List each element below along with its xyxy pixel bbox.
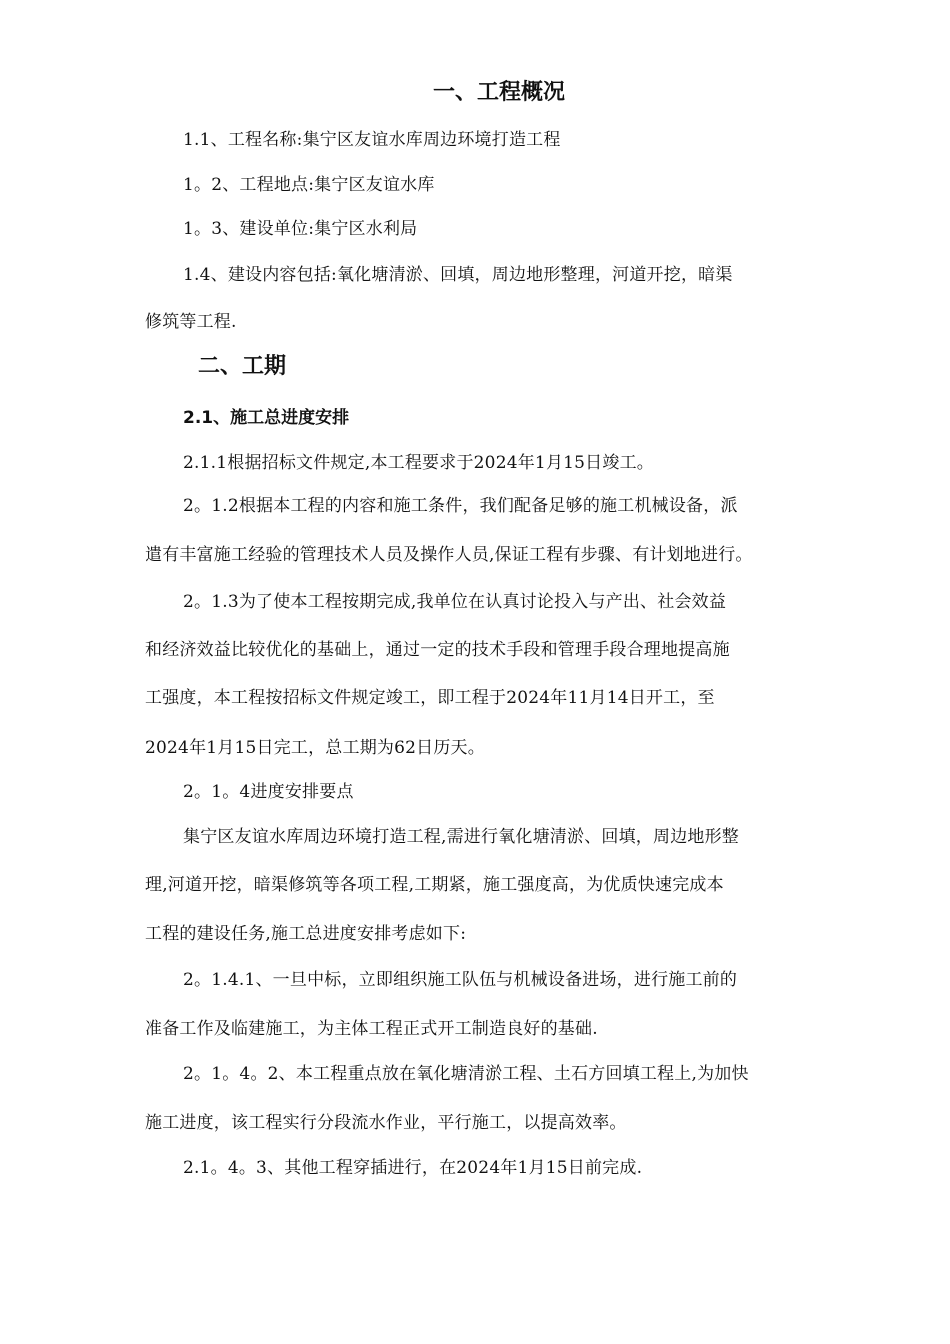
paragraph-line: 2。1.4.1、一旦中标，立即组织施工队伍与机械设备进场，进行施工前的 (183, 970, 738, 990)
paragraph-line: 2024年1月15日完工，总工期为62日历天。 (145, 738, 485, 758)
section-1-heading: 一、工程概况 (432, 80, 565, 105)
paragraph-line: 2。1.2根据本工程的内容和施工条件，我们配备足够的施工机械设备，派 (183, 496, 738, 516)
paragraph-line: 集宁区友谊水库周边环境打造工程,需进行氧化塘清淤、回填，周边地形整 (183, 827, 740, 847)
subsection-2-1-heading: 2.1、施工总进度安排 (183, 408, 350, 428)
paragraph-line: 和经济效益比较优化的基础上，通过一定的技术手段和管理手段合理地提高施 (145, 640, 730, 660)
paragraph-line: 遣有丰富施工经验的管理技术人员及操作人员,保证工程有步骤、有计划地进行。 (145, 545, 753, 565)
section-2-heading: 二、工期 (198, 354, 287, 379)
paragraph-line: 2。1.3为了使本工程按期完成,我单位在认真讨论投入与产出、社会效益 (183, 592, 727, 612)
paragraph-line: 工强度，本工程按招标文件规定竣工，即工程于2024年11月14日开工，至 (145, 688, 715, 708)
paragraph-line: 准备工作及临建施工，为主体工程正式开工制造良好的基础. (145, 1019, 598, 1039)
project-location-line: 1。2、工程地点:集宁区友谊水库 (183, 175, 435, 195)
construction-content-line: 1.4、建设内容包括:氧化塘清淤、回填，周边地形整理，河道开挖，暗渠 (183, 265, 733, 285)
paragraph-line: 理,河道开挖，暗渠修筑等各项工程,工期紧，施工强度高，为优质快速完成本 (145, 875, 724, 895)
paragraph-line: 2。1。4进度安排要点 (183, 782, 354, 802)
paragraph-line: 2.1.1根据招标文件规定,本工程要求于2024年1月15日竣工。 (183, 453, 654, 473)
paragraph-line: 施工进度，该工程实行分段流水作业，平行施工，以提高效率。 (145, 1113, 627, 1133)
paragraph-line: 2.1。4。3、其他工程穿插进行，在2024年1月15日前完成. (183, 1158, 643, 1178)
paragraph-line: 2。1。4。2、本工程重点放在氧化塘清淤工程、土石方回填工程上,为加快 (183, 1064, 749, 1084)
construction-unit-line: 1。3、建设单位:集宁区水利局 (183, 219, 418, 239)
paragraph-line: 工程的建设任务,施工总进度安排考虑如下: (145, 924, 467, 944)
construction-content-continued: 修筑等工程. (145, 312, 237, 332)
project-name-line: 1.1、工程名称:集宁区友谊水库周边环境打造工程 (183, 130, 561, 150)
